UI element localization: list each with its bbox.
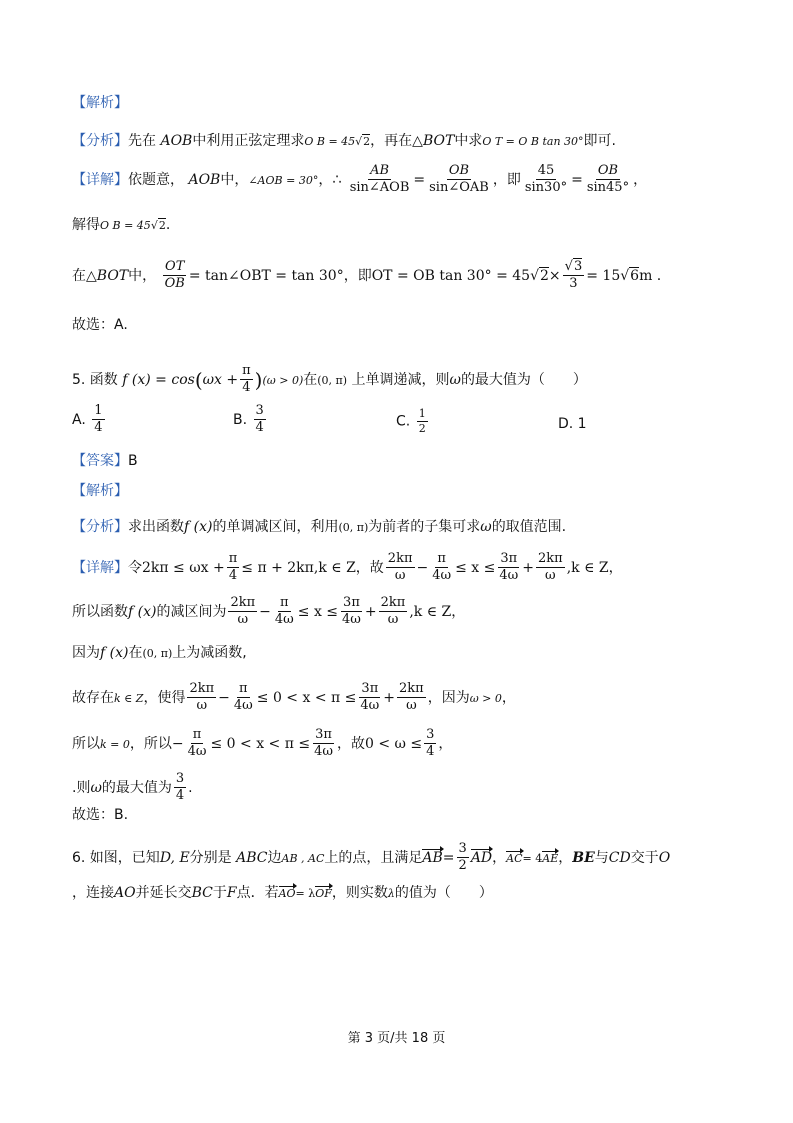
fraction: $\frac{AB}{\text{sin∠AOB}}$ xyxy=(349,163,410,196)
text: 解得 xyxy=(72,217,100,233)
q5-detail-line-2: 所以函数f (x)的减区间为 $\frac{2k\pi}{\omega}$ − $\frac{\pi}{4\omega}$ ≤ x ≤ $\frac{3\pi}{4\omega}$ + $\frac{2k\pi}{\omega}$ ,k ∈ Z， xyxy=(72,595,466,628)
detail-label: 【详解】 xyxy=(72,171,128,188)
q6-stem-line-1: 6. 如图，已知D, E分别是 ABC边AB , AC上的点，且满足AB= $\frac{3}{2}$ AD，AC= 4AE，BE与CD交于O xyxy=(72,841,671,874)
analysis-label: 【分析】 xyxy=(72,133,128,149)
text: ， xyxy=(633,171,648,188)
answer-label: 【答案】 xyxy=(72,453,128,469)
math: OT = OB tan 30° = 45 xyxy=(371,267,531,284)
math: △BOT xyxy=(412,133,455,149)
q5-answer xyxy=(72,454,138,468)
q4-detail-line-3: 在△BOT中， $\frac{OT}{OB}$ = tan∠OBT = tan 30°，即OT = OB tan 30° = 45√2× $\frac{√3}{3}$ = 15√6m . xyxy=(72,259,662,292)
text: 中， xyxy=(220,171,249,188)
text: 5. 函数 xyxy=(72,371,118,388)
q4-detail-line-1: 【详解】依题意， AOB中，∠AOB = 30°，∴ $\frac{AB}{\text{sin∠AOB}}$ = $\frac{OB}{\text{sin∠OAB}}$ ，即 $\frac{45}{\sin 30^\circ}$ = $\frac{OB}{\sin 45^\circ}$ ， xyxy=(72,163,648,196)
analysis-heading: 【解析】 xyxy=(72,483,128,499)
text: ，即 xyxy=(492,171,521,188)
q5-choose: 故选：B. xyxy=(72,807,129,823)
math: O T = O B tan 30° xyxy=(482,135,584,148)
q5-detail-line-4: 故存在k ∈ Z，使得 $\frac{2k\pi}{\omega}$ − $\frac{\pi}{4\omega}$ ≤ 0 < x < π ≤ $\frac{3\pi}{4\omega}$ + $\frac{2k\pi}{\omega}$ ，因为ω > 0， xyxy=(72,681,516,714)
math: ∠AOB = 30° xyxy=(248,173,319,187)
q4-choose: 故选：A. xyxy=(72,317,128,333)
text: 中利用正弦定理求 xyxy=(192,133,305,149)
q5-analysis-line: 【分析】求出函数f (x)的单调减区间，利用(0, π)为前者的子集可求ω的取值范围. xyxy=(72,519,567,535)
math: 2 xyxy=(363,135,371,148)
fraction: $\frac{45}{\sin 30^\circ}$ xyxy=(524,163,568,196)
q4-analysis-line: 【分析】先在 AOB中利用正弦定理求O B = 45√2，再在△BOT中求O T = O B tan 30°即可. xyxy=(72,133,616,149)
text: ，即 xyxy=(343,267,372,284)
option-b[interactable]: B. $\frac{3}{4}$ xyxy=(233,403,264,436)
q5-detail-line-1: 【详解】令2kπ ≤ ωx + $\frac{\pi}{4}$ ≤ π + 2kπ,k ∈ Z，故 $\frac{2k\pi}{\omega}$ − $\frac{\pi}{4\omega}$ ≤ x ≤ $\frac{3\pi}{4\omega}$ + $\frac{2k\pi}{\omega}$ ,k ∈ Z， xyxy=(72,551,623,584)
math: O B = 45 xyxy=(100,219,151,232)
math: = tan∠OBT = tan 30° xyxy=(188,267,344,284)
fraction: $\frac{√3}{3}$ xyxy=(564,259,583,292)
option-c[interactable]: C. $\frac{1}{2}$ xyxy=(396,407,426,436)
fraction: $\frac{\pi}{4}$ xyxy=(242,363,251,396)
math: O B = 45 xyxy=(304,135,356,148)
q6-stem-line-2: ，连接AO并延长交BC于F点．若AO= λOF，则实数λ的值为（ ） xyxy=(72,885,493,901)
text: ，再在 xyxy=(370,133,413,149)
math: △BOT xyxy=(86,267,129,284)
text: 依题意， xyxy=(128,171,184,188)
text: 先在 xyxy=(128,133,156,149)
page-footer: 第 3 页/共 18 页 xyxy=(347,1031,446,1046)
text: 在 xyxy=(72,267,86,284)
text: 中求 xyxy=(454,133,483,149)
q5-stem: 5. 函数 f (x) = cos(ωx + $\frac{\pi}{4}$ )(ω > 0)在(0, π) 上单调递减，则ω的最大值为（ ） xyxy=(72,363,587,396)
math: f (x) = cos xyxy=(122,371,195,388)
text: . xyxy=(165,217,171,233)
math: AOB xyxy=(160,133,193,149)
answer-value: B xyxy=(128,453,138,469)
q5-detail-line-6: .则ω的最大值为 $\frac{3}{4}$ . xyxy=(72,771,193,804)
option-d[interactable]: D. 1 xyxy=(558,416,587,432)
text: 即可. xyxy=(583,133,616,149)
math: 2 xyxy=(158,219,166,232)
text: 中， xyxy=(128,267,157,284)
fraction: $\frac{OB}{\sin 45^\circ}$ xyxy=(586,163,630,196)
text: ，∴ xyxy=(318,171,342,188)
q4-detail-line-2: 解得O B = 45√2. xyxy=(72,217,171,233)
fraction: $\frac{OT}{OB}$ xyxy=(164,259,185,292)
fraction: $\frac{OB}{\text{sin∠OAB}}$ xyxy=(429,163,489,196)
q5-detail-line-5: 所以k = 0，所以− $\frac{\pi}{4\omega}$ ≤ 0 < x < π ≤ $\frac{3\pi}{4\omega}$ ，故0 < ω ≤ $\frac{3}{4}$ ， xyxy=(72,727,453,760)
option-a[interactable]: A. $\frac{1}{4}$ xyxy=(72,403,103,436)
analysis-heading: 【解析】 xyxy=(72,95,128,111)
math: AOB xyxy=(188,171,221,188)
q5-detail-line-3: 因为f (x)在(0, π)上为减函数, xyxy=(72,645,247,661)
